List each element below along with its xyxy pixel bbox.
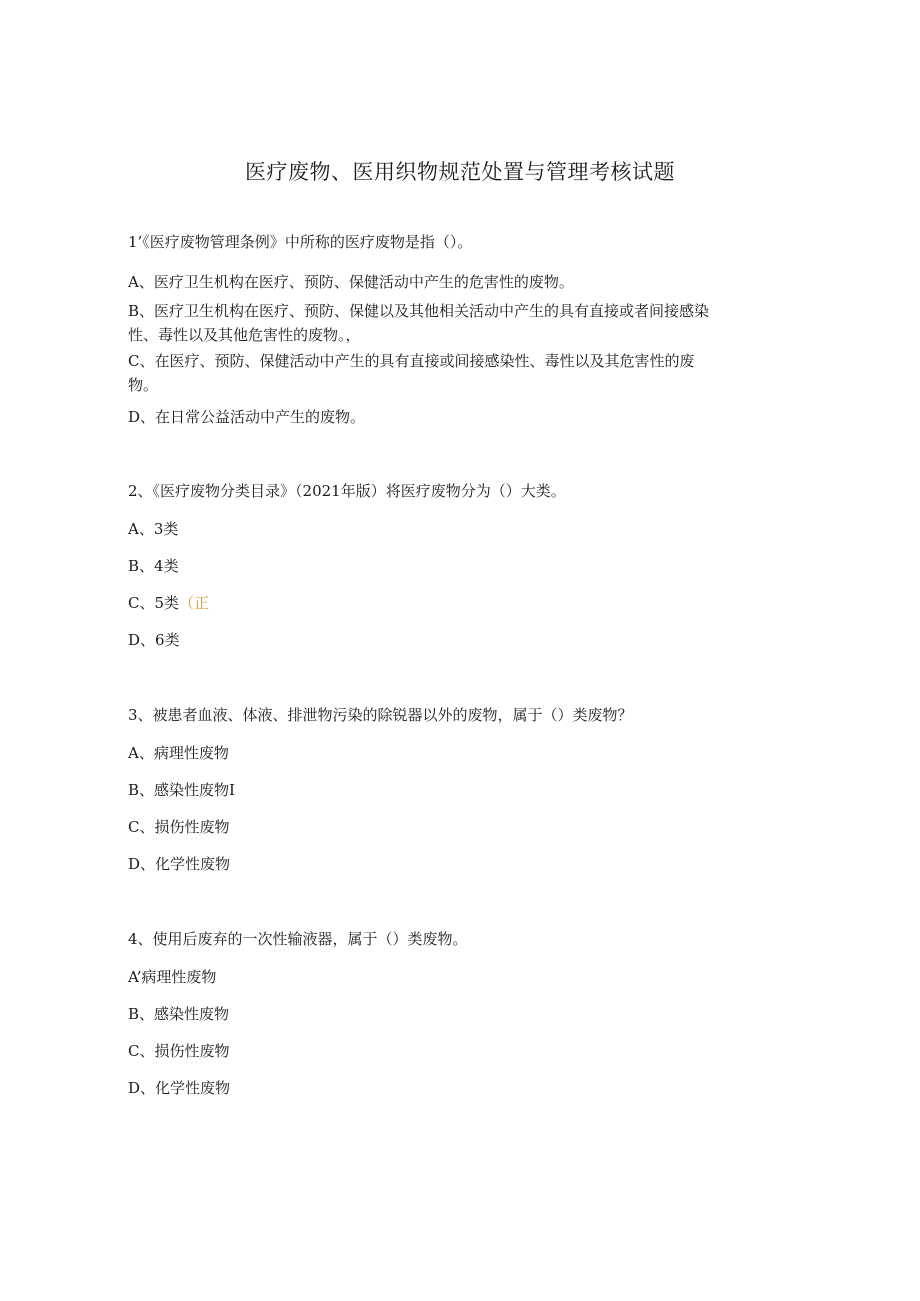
question-3-option-d: D、化学性废物 bbox=[128, 855, 231, 873]
question-3-stem: 3、被患者血液、体液、排泄物污染的除锐器以外的废物，属于（）类废物？ bbox=[128, 706, 633, 724]
question-3-option-c: C、损伤性废物 bbox=[128, 818, 230, 836]
question-2-option-c: C、5类 bbox=[128, 594, 180, 612]
question-1-option-d: D、在日常公益活动中产生的废物。 bbox=[128, 408, 366, 426]
question-2-stem: 2、《医疗废物分类目录》（2021年版）将医疗废物分为（）大类。 bbox=[128, 482, 566, 500]
question-4-option-d: D、化学性废物 bbox=[128, 1079, 231, 1097]
question-4-option-a: A’病理性废物 bbox=[128, 968, 217, 986]
question-2-option-a: A、3类 bbox=[128, 520, 179, 538]
question-3-option-a: A、病理性废物 bbox=[128, 744, 229, 762]
page-title: 医疗废物、医用织物规范处置与管理考核试题 bbox=[245, 160, 675, 184]
question-4-option-b: B、感染性废物 bbox=[128, 1005, 230, 1023]
question-1-option-c: C、在医疗、预防、保健活动中产生的具有直接或间接感染性、毒性以及其危害性的废 bbox=[128, 352, 695, 370]
answer-mark: （正 bbox=[179, 594, 210, 612]
question-1-option-a: A、医疗卫生机构在医疗、预防、保健活动中产生的危害性的废物。 bbox=[128, 273, 574, 291]
question-1-option-b: B、医疗卫生机构在医疗、预防、保健以及其他相关活动中产生的具有直接或者间接感染 bbox=[128, 302, 710, 320]
question-1-option-b-cont: 性、毒性以及其他危害性的废物。， bbox=[128, 326, 361, 344]
question-1-option-c-cont: 物。 bbox=[128, 376, 159, 394]
question-2-option-b: B、4类 bbox=[128, 557, 179, 575]
question-4-option-c: C、损伤性废物 bbox=[128, 1042, 230, 1060]
question-2-option-d: D、6类 bbox=[128, 631, 180, 649]
question-2-option-c-row bbox=[128, 591, 209, 615]
question-3-option-b: B、感染性废物I bbox=[128, 781, 235, 799]
question-4-stem: 4、使用后废弃的一次性输液器，属于（）类废物。 bbox=[128, 930, 468, 948]
question-1-stem: 1’《医疗废物管理条例》中所称的医疗废物是指（）。 bbox=[128, 233, 473, 251]
